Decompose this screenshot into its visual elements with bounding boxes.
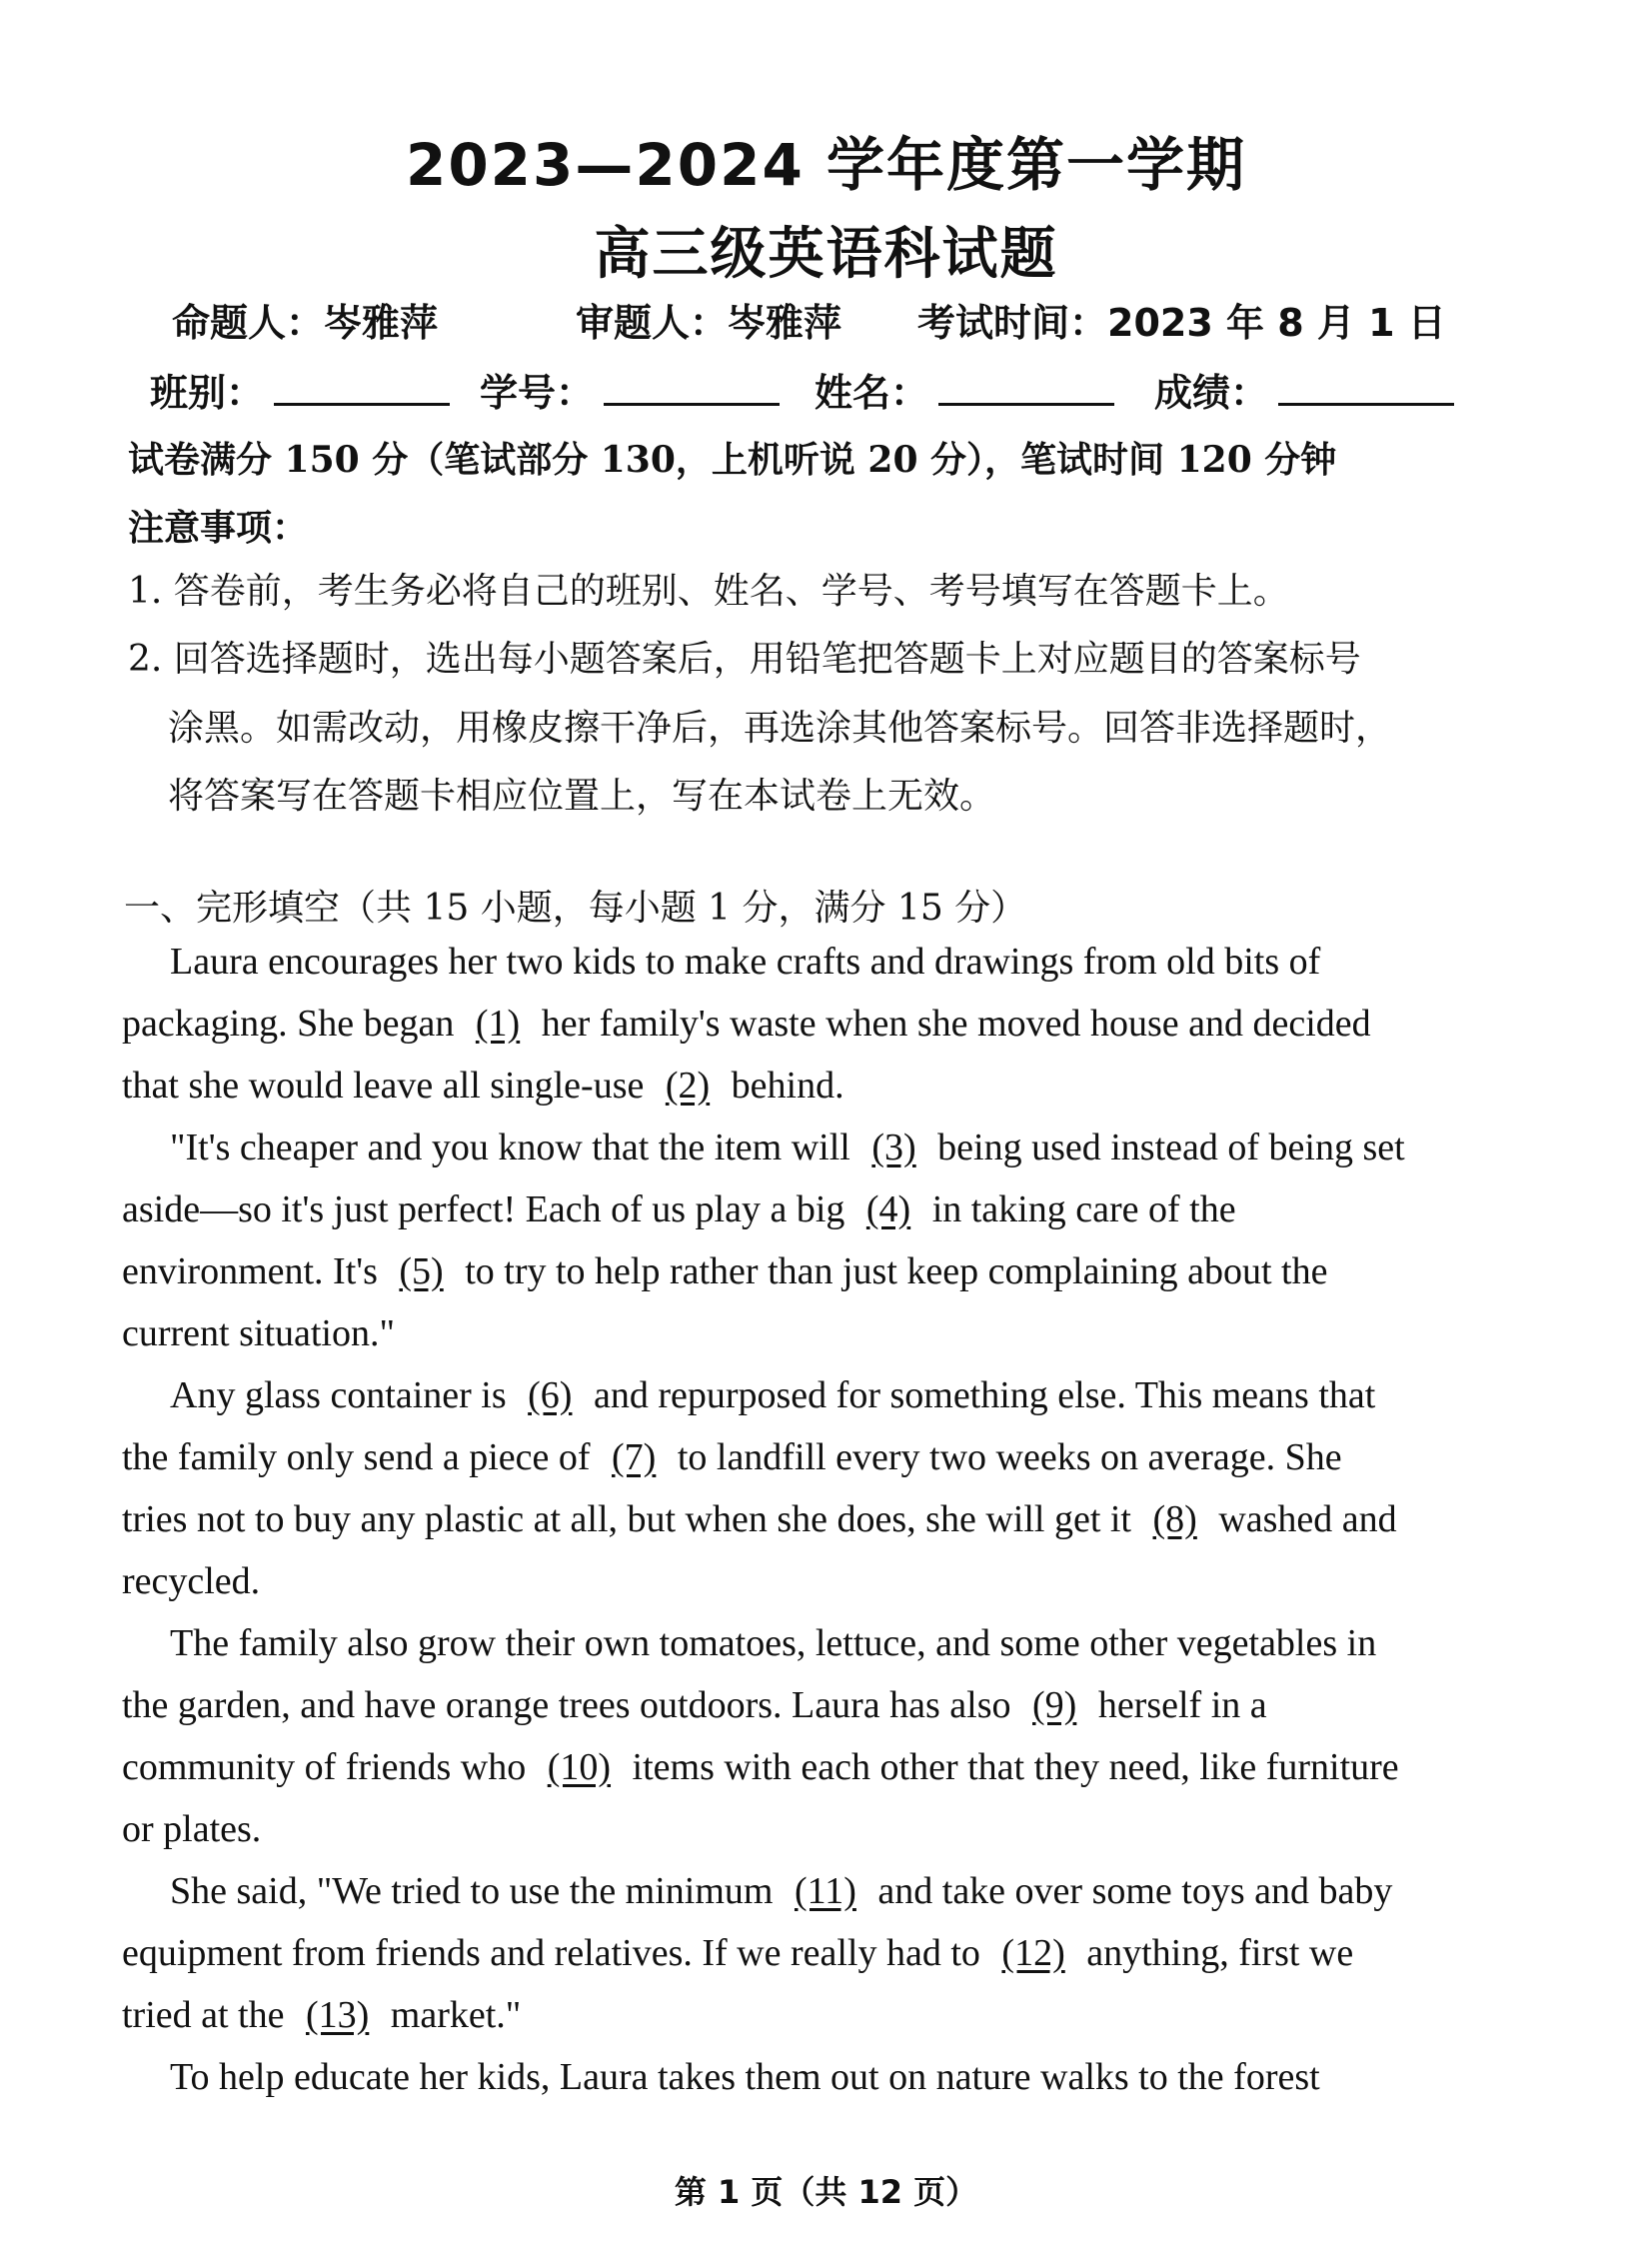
cloze-blank: (8) xyxy=(1152,1498,1197,1540)
passage-line xyxy=(122,1002,1541,1046)
name-blank[interactable] xyxy=(938,369,1114,406)
page-number: 第 1 页（共 12 页） xyxy=(674,2173,978,2211)
notes-title: 注意事项： xyxy=(128,507,309,549)
passage-text: "It's cheaper and you know that the item will xyxy=(170,1126,860,1168)
passage-line xyxy=(122,1311,1541,1355)
cloze-blank: (5) xyxy=(399,1250,444,1292)
class-label: 班别： xyxy=(150,371,265,415)
passage-text: recycled. xyxy=(122,1560,261,1602)
author-label: 命题人：岑雅萍 xyxy=(172,301,439,345)
passage-text: To help educate her kids, Laura takes them out on nature walks to the forest xyxy=(170,2056,1320,2098)
passage-text: aside—so it's just perfect! Each of us play a big xyxy=(122,1188,854,1230)
passage-line xyxy=(122,1559,1541,1603)
note-2-line-1: 2. 回答选择题时，选出每小题答案后，用铅笔把答题卡上对应题目的答案标号 xyxy=(128,639,1361,680)
cloze-blank: (7) xyxy=(612,1436,657,1478)
passage-text: in taking care of the xyxy=(922,1188,1236,1230)
note-2-line-3: 将答案写在答题卡相应位置上，写在本试卷上无效。 xyxy=(168,776,996,817)
section-heading: 一、完形填空（共 15 小题，每小题 1 分，满分 15 分） xyxy=(124,888,1027,929)
note-1: 1. 答卷前，考生务必将自己的班别、姓名、学号、考号填写在答题卡上。 xyxy=(128,571,1289,612)
passage-text: washed and xyxy=(1208,1498,1397,1540)
cloze-blank: (2) xyxy=(665,1065,711,1107)
student-id-label: 学号： xyxy=(480,371,595,415)
cloze-blank: (10) xyxy=(547,1746,612,1788)
name-field xyxy=(815,362,1114,417)
score-info-line: 试卷满分 150 分（笔试部分 130，上机听说 20 分），笔试时间 120 分钟 xyxy=(128,439,1337,481)
class-blank[interactable] xyxy=(274,369,450,406)
passage-text: environment. It's xyxy=(122,1250,388,1292)
class-field xyxy=(150,362,450,417)
passage-line xyxy=(122,1993,1541,2037)
passage-text: packaging. She began xyxy=(122,1003,464,1045)
passage-text: market." xyxy=(381,1994,522,2036)
passage-text: anything, first we xyxy=(1076,1932,1354,1974)
passage-line xyxy=(170,2055,1589,2099)
passage-text: or plates. xyxy=(122,1808,262,1850)
passage-text: tries not to buy any plastic at all, but when she does, she will get it xyxy=(122,1498,1141,1540)
cloze-blank: (9) xyxy=(1032,1684,1077,1726)
student-id-blank[interactable] xyxy=(604,369,780,406)
passage-text: the family only send a piece of xyxy=(122,1436,601,1478)
score-blank[interactable] xyxy=(1278,369,1454,406)
passage-line xyxy=(122,1807,1541,1851)
passage-line xyxy=(170,1373,1589,1417)
passage-text: tried at the xyxy=(122,1994,294,2036)
cloze-blank: (6) xyxy=(528,1374,573,1416)
passage-text: She said, "We tried to use the minimum xyxy=(170,1870,783,1912)
passage-text: behind. xyxy=(722,1065,844,1107)
passage-text: items with each other that they need, like furniture xyxy=(623,1746,1399,1788)
score-field xyxy=(1154,362,1454,417)
passage-line xyxy=(122,1187,1541,1231)
passage-text: and repurposed for something else. This means that xyxy=(584,1374,1376,1416)
score-label: 成绩： xyxy=(1154,371,1269,415)
name-label: 姓名： xyxy=(815,371,929,415)
passage-text: current situation." xyxy=(122,1312,395,1354)
passage-text: equipment from friends and relatives. If we really had to xyxy=(122,1932,990,1974)
passage-text: Laura encourages her two kids to make crafts and drawings from old bits of xyxy=(170,941,1321,983)
cloze-blank: (13) xyxy=(305,1994,370,2036)
passage-line xyxy=(170,940,1589,984)
passage-line xyxy=(122,1435,1541,1479)
passage-line xyxy=(122,1064,1541,1108)
passage-text: community of friends who xyxy=(122,1746,536,1788)
cloze-blank: (11) xyxy=(794,1870,856,1912)
exam-title-subject: 高三级英语科试题 xyxy=(594,222,1058,287)
passage-text: and take over some toys and baby xyxy=(867,1870,1393,1912)
exam-title-year: 2023—2024 学年度第一学期 xyxy=(405,131,1247,199)
passage-text: to landfill every two weeks on average. She xyxy=(668,1436,1342,1478)
passage-text: Any glass container is xyxy=(170,1374,517,1416)
reviewer-label: 审题人：岑雅萍 xyxy=(576,301,842,345)
student-id-field xyxy=(480,362,780,417)
passage-text: being used instead of being set xyxy=(927,1126,1405,1168)
passage-text: her family's waste when she moved house and decided xyxy=(532,1003,1371,1045)
passage-line xyxy=(122,1745,1541,1789)
cloze-blank: (3) xyxy=(871,1126,916,1168)
passage-text: the garden, and have orange trees outdoors. Laura has also xyxy=(122,1684,1020,1726)
cloze-blank: (4) xyxy=(865,1188,911,1230)
passage-line xyxy=(122,1931,1541,1975)
cloze-blank: (1) xyxy=(475,1003,521,1045)
exam-time-label: 考试时间：2023 年 8 月 1 日 xyxy=(917,301,1446,345)
passage-line xyxy=(122,1683,1541,1727)
passage-text: to try to help rather than just keep complaining about the xyxy=(455,1250,1328,1292)
passage-line xyxy=(122,1249,1541,1293)
note-2-line-2: 涂黑。如需改动，用橡皮擦干净后，再选涂其他答案标号。回答非选择题时， xyxy=(168,708,1392,749)
passage-line xyxy=(170,1869,1589,1913)
passage-line xyxy=(170,1125,1589,1169)
passage-line xyxy=(170,1621,1589,1665)
passage-text: that she would leave all single-use xyxy=(122,1065,654,1107)
cloze-blank: (12) xyxy=(1001,1932,1065,1974)
passage-text: herself in a xyxy=(1088,1684,1267,1726)
passage-line xyxy=(122,1497,1541,1541)
passage-text: The family also grow their own tomatoes, lettuce, and some other vegetables in xyxy=(170,1622,1377,1664)
